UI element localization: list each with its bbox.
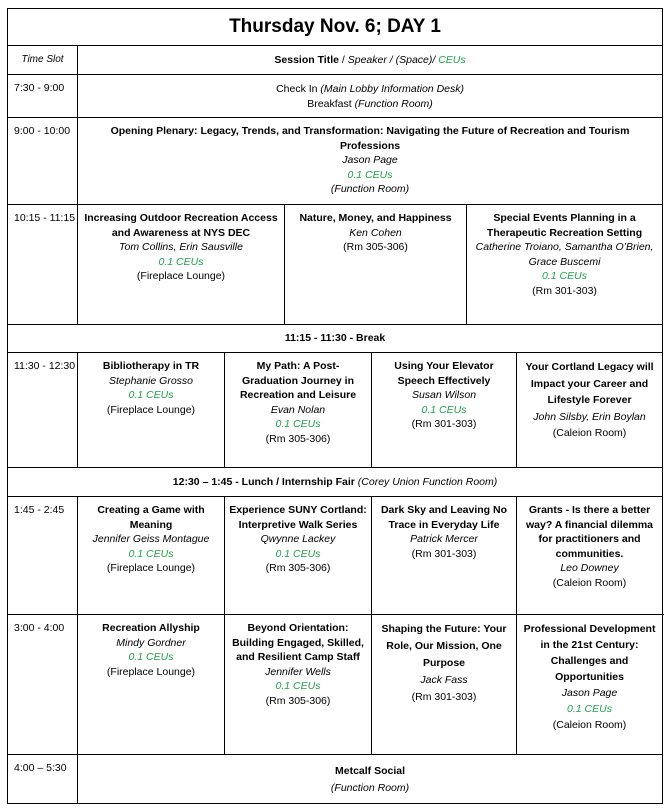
row-checkin bbox=[8, 75, 663, 118]
session-title: Dark Sky and Leaving No Trace in Everyday Life bbox=[380, 504, 508, 531]
session-speaker: Jennifer Wells bbox=[265, 665, 331, 678]
session-ceus: 0.1 CEUs bbox=[275, 418, 321, 430]
session-title: Special Events Planning in a Therapeutic Recreation Setting bbox=[486, 212, 643, 239]
session-cell bbox=[285, 205, 467, 325]
session-title: Bibliotherapy in TR bbox=[102, 360, 200, 372]
session-room: (Caleion Room) bbox=[552, 427, 627, 439]
session-speaker: Tom Collins, Erin Sausville bbox=[119, 241, 243, 253]
session-ceus: 0.1 CEUs bbox=[158, 255, 204, 268]
checkin-cell bbox=[78, 75, 663, 118]
session-ceus: 0.1 CEUs bbox=[128, 547, 174, 560]
session-cell bbox=[372, 353, 517, 468]
time-slot: 10:15 - 11:15 bbox=[8, 205, 78, 325]
session-ceus: 0.1 CEUs bbox=[421, 403, 467, 416]
session-title: Recreation Allyship bbox=[102, 622, 200, 634]
lunch-label: 12:30 – 1:45 - Lunch / Internship Fair bbox=[172, 475, 355, 488]
time-slot: 1:45 - 2:45 bbox=[8, 497, 78, 615]
session-room: (Fireplace Lounge) bbox=[106, 665, 196, 678]
session-room: (Rm 305-306) bbox=[265, 694, 331, 707]
session-speaker: Jennifer Geiss Montague bbox=[92, 533, 210, 545]
session-cell bbox=[517, 615, 663, 755]
plenary-cell bbox=[78, 118, 663, 205]
session-speaker: Qwynne Lackey bbox=[260, 533, 336, 545]
session-speaker: Jack Fass bbox=[420, 674, 468, 686]
session-speaker: Mindy Gordner bbox=[116, 636, 186, 649]
session-cell bbox=[372, 615, 517, 755]
session-title: Nature, Money, and Happiness bbox=[299, 212, 452, 224]
lunch-cell bbox=[8, 468, 663, 497]
session-speaker: Catherine Troiano, Samantha O’Brien, Grace Buscemi bbox=[475, 241, 654, 268]
session-cell bbox=[225, 353, 372, 468]
session-speaker: Jason Page bbox=[561, 687, 618, 699]
breakfast-label: Breakfast bbox=[307, 97, 352, 110]
session-title: Your Cortland Legacy will Impact your Career and Lifestyle Forever bbox=[525, 361, 654, 406]
header-time-slot: Time Slot bbox=[8, 46, 78, 75]
session-cell bbox=[517, 353, 663, 468]
schedule-table bbox=[7, 8, 663, 804]
row-plenary bbox=[8, 118, 663, 205]
session-room: (Caleion Room) bbox=[552, 576, 627, 589]
session-ceus: 0.1 CEUs bbox=[275, 680, 321, 692]
session-title: Metcalf Social bbox=[335, 765, 406, 777]
session-cell bbox=[467, 205, 663, 325]
header-session-title: Session Title bbox=[274, 53, 339, 66]
session-ceus: 0.1 CEUs bbox=[567, 703, 612, 715]
header-speaker-space: Speaker / (Space)/ bbox=[347, 53, 436, 66]
session-title: Increasing Outdoor Recreation Access and Awareness at NYS DEC bbox=[84, 212, 278, 239]
session-room: (Rm 305-306) bbox=[343, 241, 408, 253]
session-speaker: Ken Cohen bbox=[349, 226, 402, 239]
time-slot: 7:30 - 9:00 bbox=[8, 75, 78, 118]
row-lunch bbox=[8, 468, 663, 497]
checkin-place: (Main Lobby Information Desk) bbox=[320, 83, 464, 95]
session-cell bbox=[78, 353, 225, 468]
session-speaker: Stephanie Grosso bbox=[108, 374, 194, 387]
session-ceus: 0.1 CEUs bbox=[128, 651, 174, 663]
session-ceus: 0.1 CEUs bbox=[542, 270, 587, 282]
title-row bbox=[8, 9, 663, 46]
session-ceus: 0.1 CEUs bbox=[275, 547, 321, 560]
session-speaker: Jason Page bbox=[342, 154, 398, 166]
session-speaker: Leo Downey bbox=[560, 562, 619, 574]
lunch-place: (Corey Union Function Room) bbox=[357, 475, 498, 488]
row-break bbox=[8, 325, 663, 353]
page-title: Thursday Nov. 6; DAY 1 bbox=[8, 9, 663, 46]
session-cell bbox=[225, 615, 372, 755]
session-cell bbox=[78, 615, 225, 755]
break-label: 11:15 - 11:30 - Break bbox=[8, 325, 663, 353]
header-sep: / bbox=[338, 53, 348, 66]
row-145 bbox=[8, 497, 663, 615]
session-speaker: Patrick Mercer bbox=[410, 533, 478, 545]
session-room: (Rm 305-306) bbox=[265, 562, 331, 574]
row-social bbox=[8, 755, 663, 804]
header-session bbox=[78, 46, 663, 75]
session-room: (Rm 301-303) bbox=[411, 691, 477, 703]
session-room: (Fireplace Lounge) bbox=[106, 403, 196, 416]
time-slot: 9:00 - 10:00 bbox=[8, 118, 78, 205]
session-room: (Fireplace Lounge) bbox=[136, 270, 226, 282]
social-cell bbox=[78, 755, 663, 804]
session-cell bbox=[225, 497, 372, 615]
row-300 bbox=[8, 615, 663, 755]
session-title: Professional Development in the 21st Century: Challenges and Opportunities bbox=[523, 623, 656, 683]
session-cell bbox=[372, 497, 517, 615]
session-title: Grants - Is there a better way? A financial dilemma for practitioners and communities. bbox=[526, 504, 654, 560]
session-room: (Rm 301-303) bbox=[532, 284, 597, 297]
session-title: Opening Plenary: Legacy, Trends, and Transformation: Navigating the Future of Recreation and Tourism Professions bbox=[110, 125, 630, 152]
session-title: My Path: A Post-Graduation Journey in Recreation and Leisure bbox=[239, 360, 357, 401]
header-row bbox=[8, 46, 663, 75]
breakfast-place: (Function Room) bbox=[354, 97, 433, 110]
session-title: Beyond Orientation: Building Engaged, Skilled, and Resilient Camp Staff bbox=[232, 622, 364, 663]
session-speaker: Susan Wilson bbox=[411, 389, 477, 401]
session-room: (Rm 301-303) bbox=[411, 418, 477, 430]
session-room: (Function Room) bbox=[330, 782, 410, 794]
session-room: (Rm 305-306) bbox=[265, 432, 331, 445]
time-slot: 3:00 - 4:00 bbox=[8, 615, 78, 755]
session-cell bbox=[78, 497, 225, 615]
session-title: Creating a Game with Meaning bbox=[97, 504, 205, 531]
session-cell bbox=[517, 497, 663, 615]
session-title: Shaping the Future: Your Role, Our Mission, One Purpose bbox=[381, 623, 507, 669]
session-ceus: 0.1 CEUs bbox=[347, 168, 393, 181]
session-room: (Rm 301-303) bbox=[411, 547, 477, 560]
session-room: (Fireplace Lounge) bbox=[106, 562, 196, 574]
header-ceus: CEUs bbox=[435, 53, 466, 66]
row-1015 bbox=[8, 205, 663, 325]
time-slot: 11:30 - 12:30 bbox=[8, 353, 78, 468]
checkin-label: Check In bbox=[276, 83, 318, 95]
session-title: Experience SUNY Cortland: Interpretive Walk Series bbox=[229, 504, 367, 531]
session-speaker: John Silsby, Erin Boylan bbox=[533, 410, 646, 423]
session-cell bbox=[78, 205, 285, 325]
session-room: (Function Room) bbox=[330, 183, 410, 195]
time-slot: 4:00 – 5:30 bbox=[8, 755, 78, 804]
row-1130 bbox=[8, 353, 663, 468]
session-title: Using Your Elevator Speech Effectively bbox=[394, 360, 494, 387]
session-speaker: Evan Nolan bbox=[270, 403, 326, 416]
session-ceus: 0.1 CEUs bbox=[128, 389, 174, 401]
session-room: (Caleion Room) bbox=[552, 719, 627, 731]
